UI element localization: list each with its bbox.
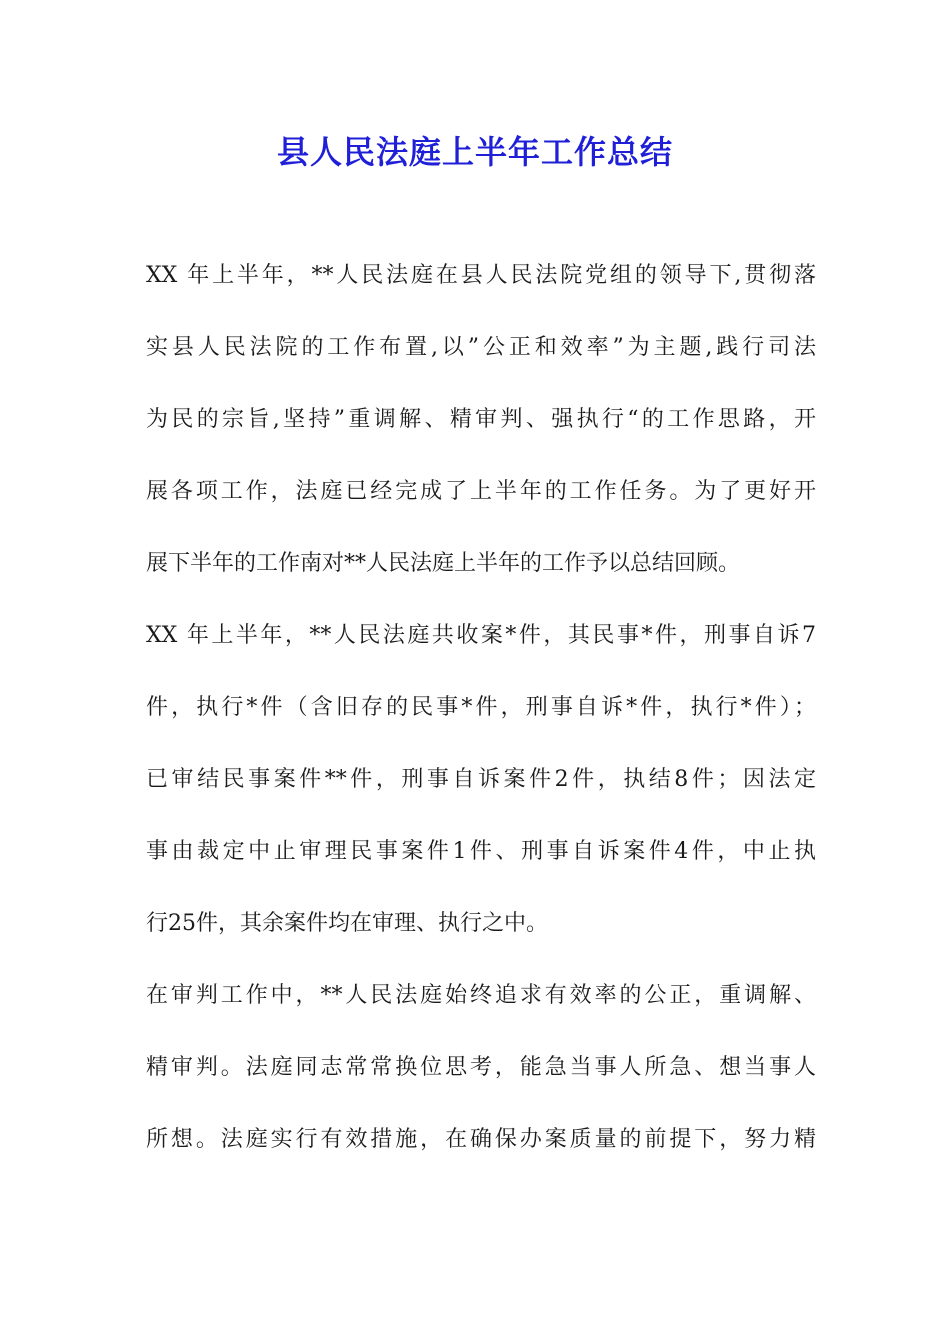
text-line: 所想。法庭实行有效措施，在确保办案质量的前提下，努力精 xyxy=(146,1127,816,1152)
document-title: 县人民法庭上半年工作总结 xyxy=(276,133,673,171)
text-line: 展各项工作，法庭已经完成了上半年的工作任务。为了更好开 xyxy=(146,479,816,504)
text-line: 件，执行*件（含旧存的民事*件，刑事自诉*件，执行*件）； xyxy=(146,695,816,720)
text-line: 展下半年的工作南对**人民法庭上半年的工作予以总结回顾。 xyxy=(146,551,741,576)
text-line: 为民的宗旨,坚持”重调解、精审判、强执行“的工作思路，开 xyxy=(146,407,816,432)
text-line: 已审结民事案件**件，刑事自诉案件2件，执结8件；因法定 xyxy=(146,767,816,792)
document-body xyxy=(146,240,816,1176)
text-line: 事由裁定中止审理民事案件1件、刑事自诉案件4件，中止执 xyxy=(146,839,816,864)
text-line: XX 年上半年，**人民法庭共收案*件，其民事*件，刑事自诉7 xyxy=(146,623,816,648)
text-line: 实县人民法院的工作布置,以”公正和效率”为主题,践行司法 xyxy=(146,335,816,360)
text-line: 在审判工作中，**人民法庭始终追求有效率的公正，重调解、 xyxy=(146,983,816,1008)
text-line: XX 年上半年，**人民法庭在县人民法院党组的领导下,贯彻落 xyxy=(146,263,816,288)
text-line: 精审判。法庭同志常常换位思考，能急当事人所急、想当事人 xyxy=(146,1055,816,1080)
text-line: 行25件，其余案件均在审理、执行之中。 xyxy=(146,911,548,936)
